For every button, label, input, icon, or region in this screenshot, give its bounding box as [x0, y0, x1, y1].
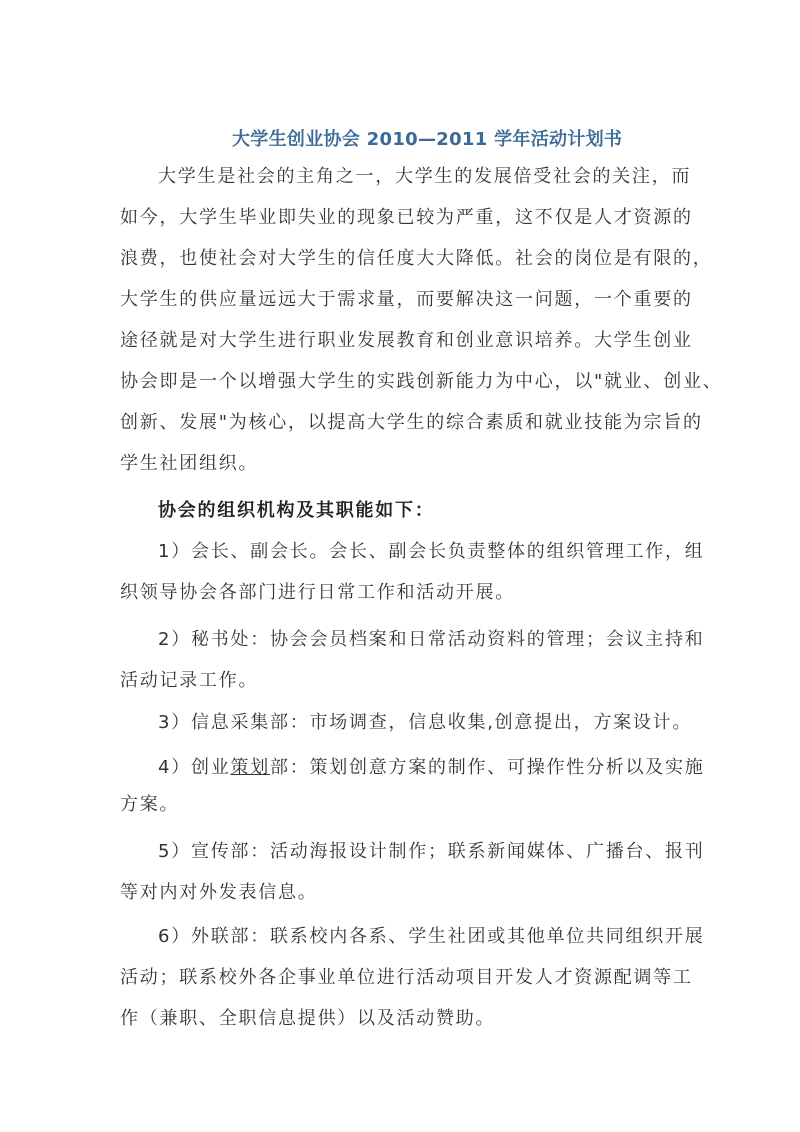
item-4-prefix: 4）创业 [158, 757, 231, 778]
planning-link[interactable]: 策划 [230, 757, 270, 778]
intro-line: 学生社团组织。 [120, 453, 259, 474]
item-4-line: 方案。 [120, 794, 180, 815]
item-4-text: 部：策划创意方案的制作、可操作性分析以及实施 [269, 757, 705, 778]
section-heading: 协会的组织机构及其职能如下： [158, 500, 435, 521]
item-2-line: 2）秘书处：协会会员档案和日常活动资料的管理；会议主持和 [158, 629, 705, 650]
item-3-line: 3）信息采集部：市场调查，信息收集,创意提出，方案设计。 [158, 712, 693, 733]
intro-line: 如今，大学生毕业即失业的现象已较为严重，这不仅是人才资源的 [120, 207, 693, 228]
item-1-line: 1）会长、副会长。会长、副会长负责整体的组织管理工作，组 [158, 541, 705, 562]
document-title: 大学生创业协会 2010—2011 学年活动计划书 [232, 129, 623, 150]
intro-line: 途径就是对大学生进行职业发展教育和创业意识培养。大学生创业 [120, 330, 693, 351]
item-6-line: 作（兼职、全职信息提供）以及活动赞助。 [120, 1008, 496, 1029]
intro-line: 大学生是社会的主角之一，大学生的发展倍受社会的关注，而 [158, 166, 692, 187]
item-5-line: 5）宣传部：活动海报设计制作；联系新闻媒体、广播台、报刊 [158, 841, 705, 862]
item-2-line: 活动记录工作。 [120, 670, 259, 691]
intro-line: 创新、发展"为核心，以提高大学生的综合素质和就业技能为宗旨的 [120, 412, 703, 433]
intro-line: 浪费，也使社会对大学生的信任度大大降低。社会的岗位是有限的， [120, 248, 713, 269]
intro-line: 大学生的供应量远远大于需求量，而要解决这一问题，一个重要的 [120, 289, 693, 310]
item-4-line [158, 757, 704, 779]
item-6-line: 6）外联部：联系校内各系、学生社团或其他单位共同组织开展 [158, 926, 705, 947]
item-1-line: 织领导协会各部门进行日常工作和活动开展。 [120, 582, 515, 603]
item-6-line: 活动；联系校外各企事业单位进行活动项目开发人才资源配调等工 [120, 967, 693, 988]
item-5-line: 等对内对外发表信息。 [120, 882, 318, 903]
intro-line: 协会即是一个以增强大学生的实践创新能力为中心，以"就业、创业、 [120, 371, 723, 392]
